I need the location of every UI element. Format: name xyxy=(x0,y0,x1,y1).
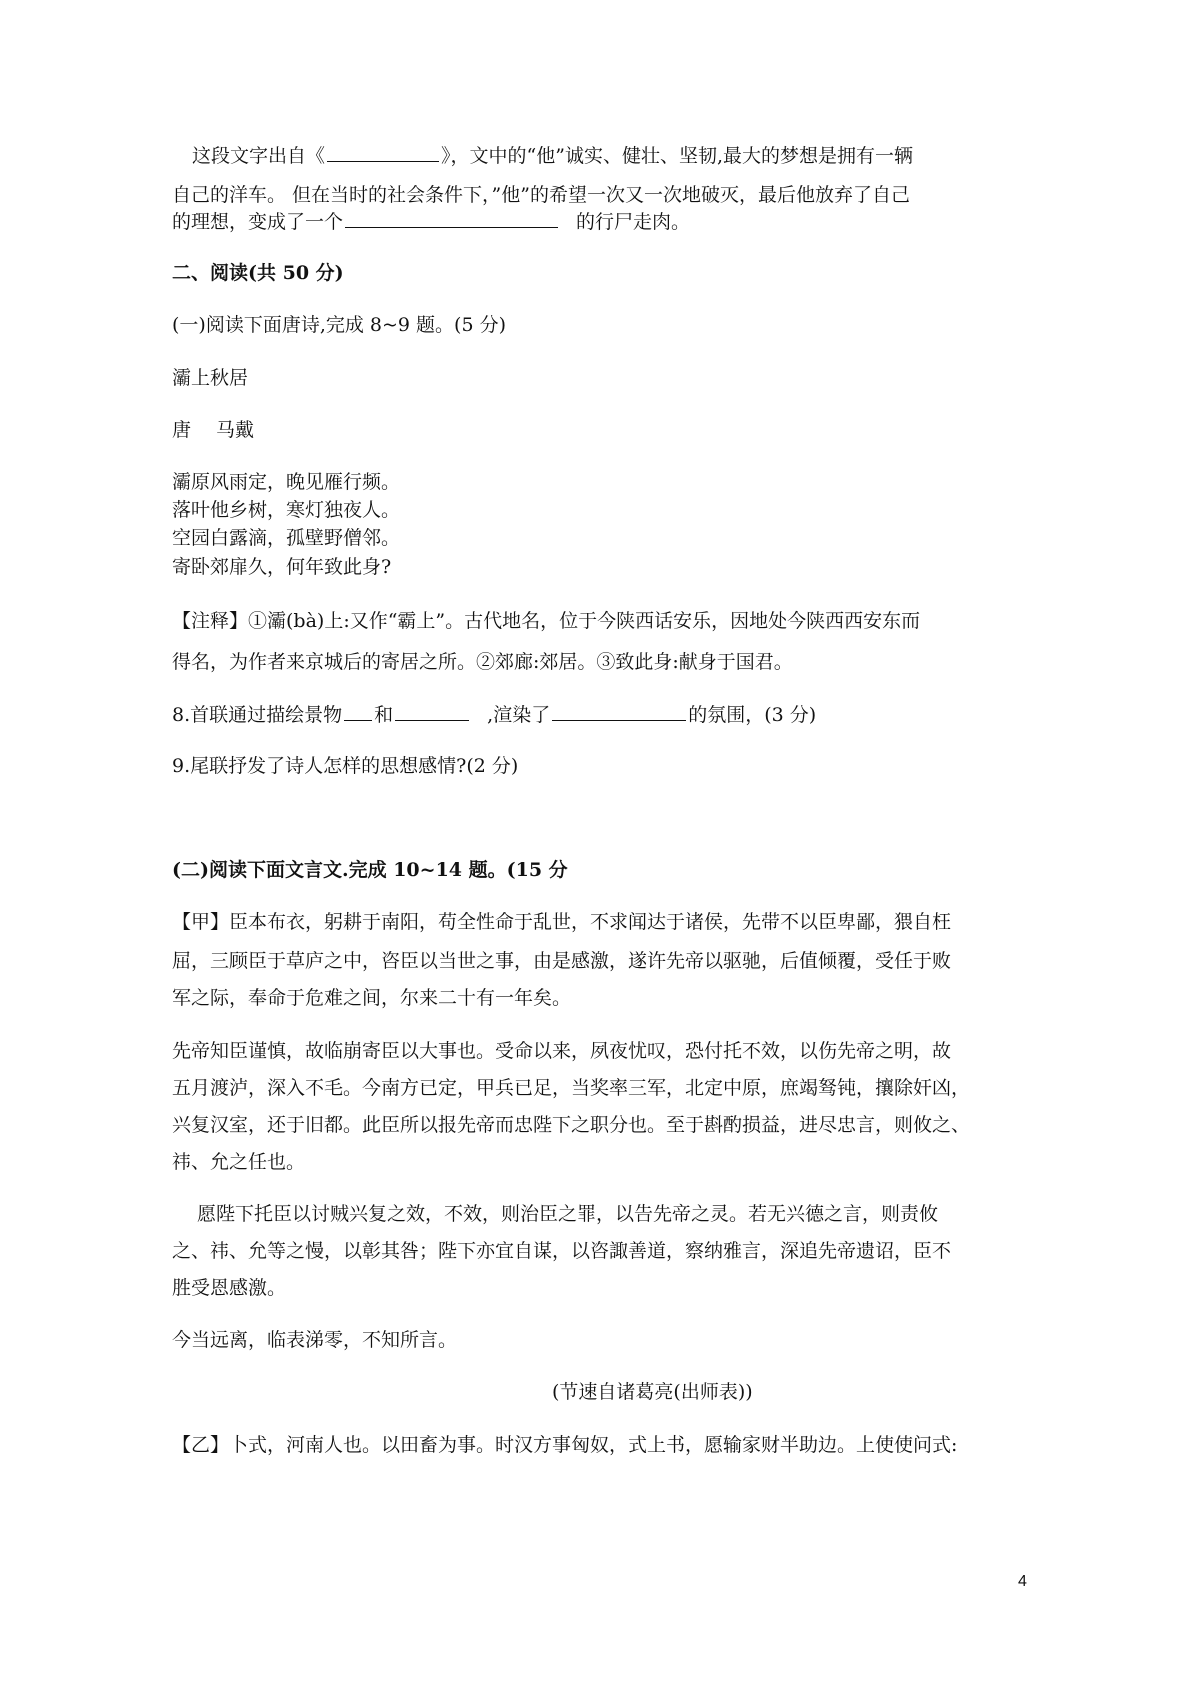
subsection-heading: (二)阅读下面文言文.完成 10~14 题。(15 分 xyxy=(172,859,568,881)
fill-in-blank xyxy=(395,702,469,721)
text-segment: ,渲染了 xyxy=(487,704,551,726)
text-segment: 的行尸走肉。 xyxy=(576,211,691,233)
text-segment: 和 xyxy=(374,704,394,726)
poem-line: 寄卧郊扉久，何年致此身? xyxy=(172,556,392,578)
fill-in-blank xyxy=(344,702,372,721)
section-heading: 二、阅读(共 50 分) xyxy=(172,262,344,284)
annotation-line: 【注释】①灞(bà)上:又作“霸上”。古代地名，位于今陕西话安乐，因地处今陕西西安东而 xyxy=(172,610,921,632)
poem-line: 空园白露滴，孤壁野僧邻。 xyxy=(172,527,401,549)
passage-line: 愿陛下托臣以讨贼兴复之效，不效，则治臣之罪，以告先帝之灵。若无兴德之言，则责攸 xyxy=(197,1203,939,1225)
text-segment: 这段文字出自《 xyxy=(192,145,326,167)
fill-in-blank xyxy=(345,209,558,228)
passage-line: 祎、允之任也。 xyxy=(172,1151,306,1173)
passage-line: 兴复汉室，还于旧都。此臣所以报先帝而忠陛下之职分也。至于斟酌损益，进尽忠言，则攸之、 xyxy=(172,1114,971,1136)
paragraph-line xyxy=(172,209,690,234)
poem-line: 灞原风雨定，晚见雁行频。 xyxy=(172,471,401,493)
paragraph-line xyxy=(192,143,913,168)
text-segment: 》，文中的“他”诚实、健壮、坚韧,最大的梦想是拥有一辆 xyxy=(441,145,913,167)
text-segment: 8.首联通过描绘景物 xyxy=(172,704,343,726)
paragraph-line: 自己的洋车。 但在当时的社会条件下，”他”的希望一次又一次地破灭，最后他放弃了自己 xyxy=(172,184,910,206)
passage-line: 【乙】卜式，河南人也。以田畜为事。时汉方事匈奴，式上书，愿输家财半助边。上使使问式: xyxy=(172,1434,958,1456)
passage-line: 之、祎、允等之慢，以彰其咎；陛下亦宜自谋，以咨諏善道，察纳雅言，深追先帝遗诏，臣不 xyxy=(172,1240,952,1262)
passage-line: 五月渡泸，深入不毛。今南方已定，甲兵已足，当奖率三军，北定中原，庶竭驽钝，攘除奸凶， xyxy=(172,1077,971,1099)
fill-in-blank xyxy=(552,702,686,721)
passage-source: (节速自诸葛亮(出师表)) xyxy=(552,1381,753,1403)
passage-line: 【甲】臣本布衣，躬耕于南阳，苟全性命于乱世，不求闻达于诸侯，先带不以臣卑鄙，猥自枉 xyxy=(172,911,952,933)
passage-line: 今当远离，临表涕零，不知所言。 xyxy=(172,1329,458,1351)
text-segment: 的理想，变成了一个 xyxy=(172,211,344,233)
poem-title: 灞上秋居 xyxy=(172,367,249,389)
passage-line: 屈，三顾臣于草庐之中，咨臣以当世之事，由是感激，遂许先帝以驱驰，后值倾覆，受任于败 xyxy=(172,950,952,972)
question-9: 9.尾联抒发了诗人怎样的思想感情?(2 分) xyxy=(172,755,519,777)
annotation-line: 得名，为作者来京城后的寄居之所。②郊廊:郊居。③致此身:献身于国君。 xyxy=(172,651,793,673)
poem-author: 唐 马戴 xyxy=(172,419,255,441)
passage-line: 胜受恩感激。 xyxy=(172,1277,287,1299)
poem-line: 落叶他乡树，寒灯独夜人。 xyxy=(172,499,401,521)
page-number: 4 xyxy=(1018,1573,1027,1590)
passage-line: 先帝知臣谨慎，故临崩寄臣以大事也。受命以来，夙夜忧叹，恐付托不效，以伤先帝之明，故 xyxy=(172,1040,952,1062)
fill-in-blank xyxy=(327,143,439,162)
passage-line: 军之际，奉命于危难之间，尔来二十有一年矣。 xyxy=(172,987,572,1009)
text-segment: 的氛围，(3 分) xyxy=(688,704,817,726)
subsection-heading: (一)阅读下面唐诗,完成 8~9 题。(5 分) xyxy=(172,314,506,336)
question-8 xyxy=(172,702,816,727)
